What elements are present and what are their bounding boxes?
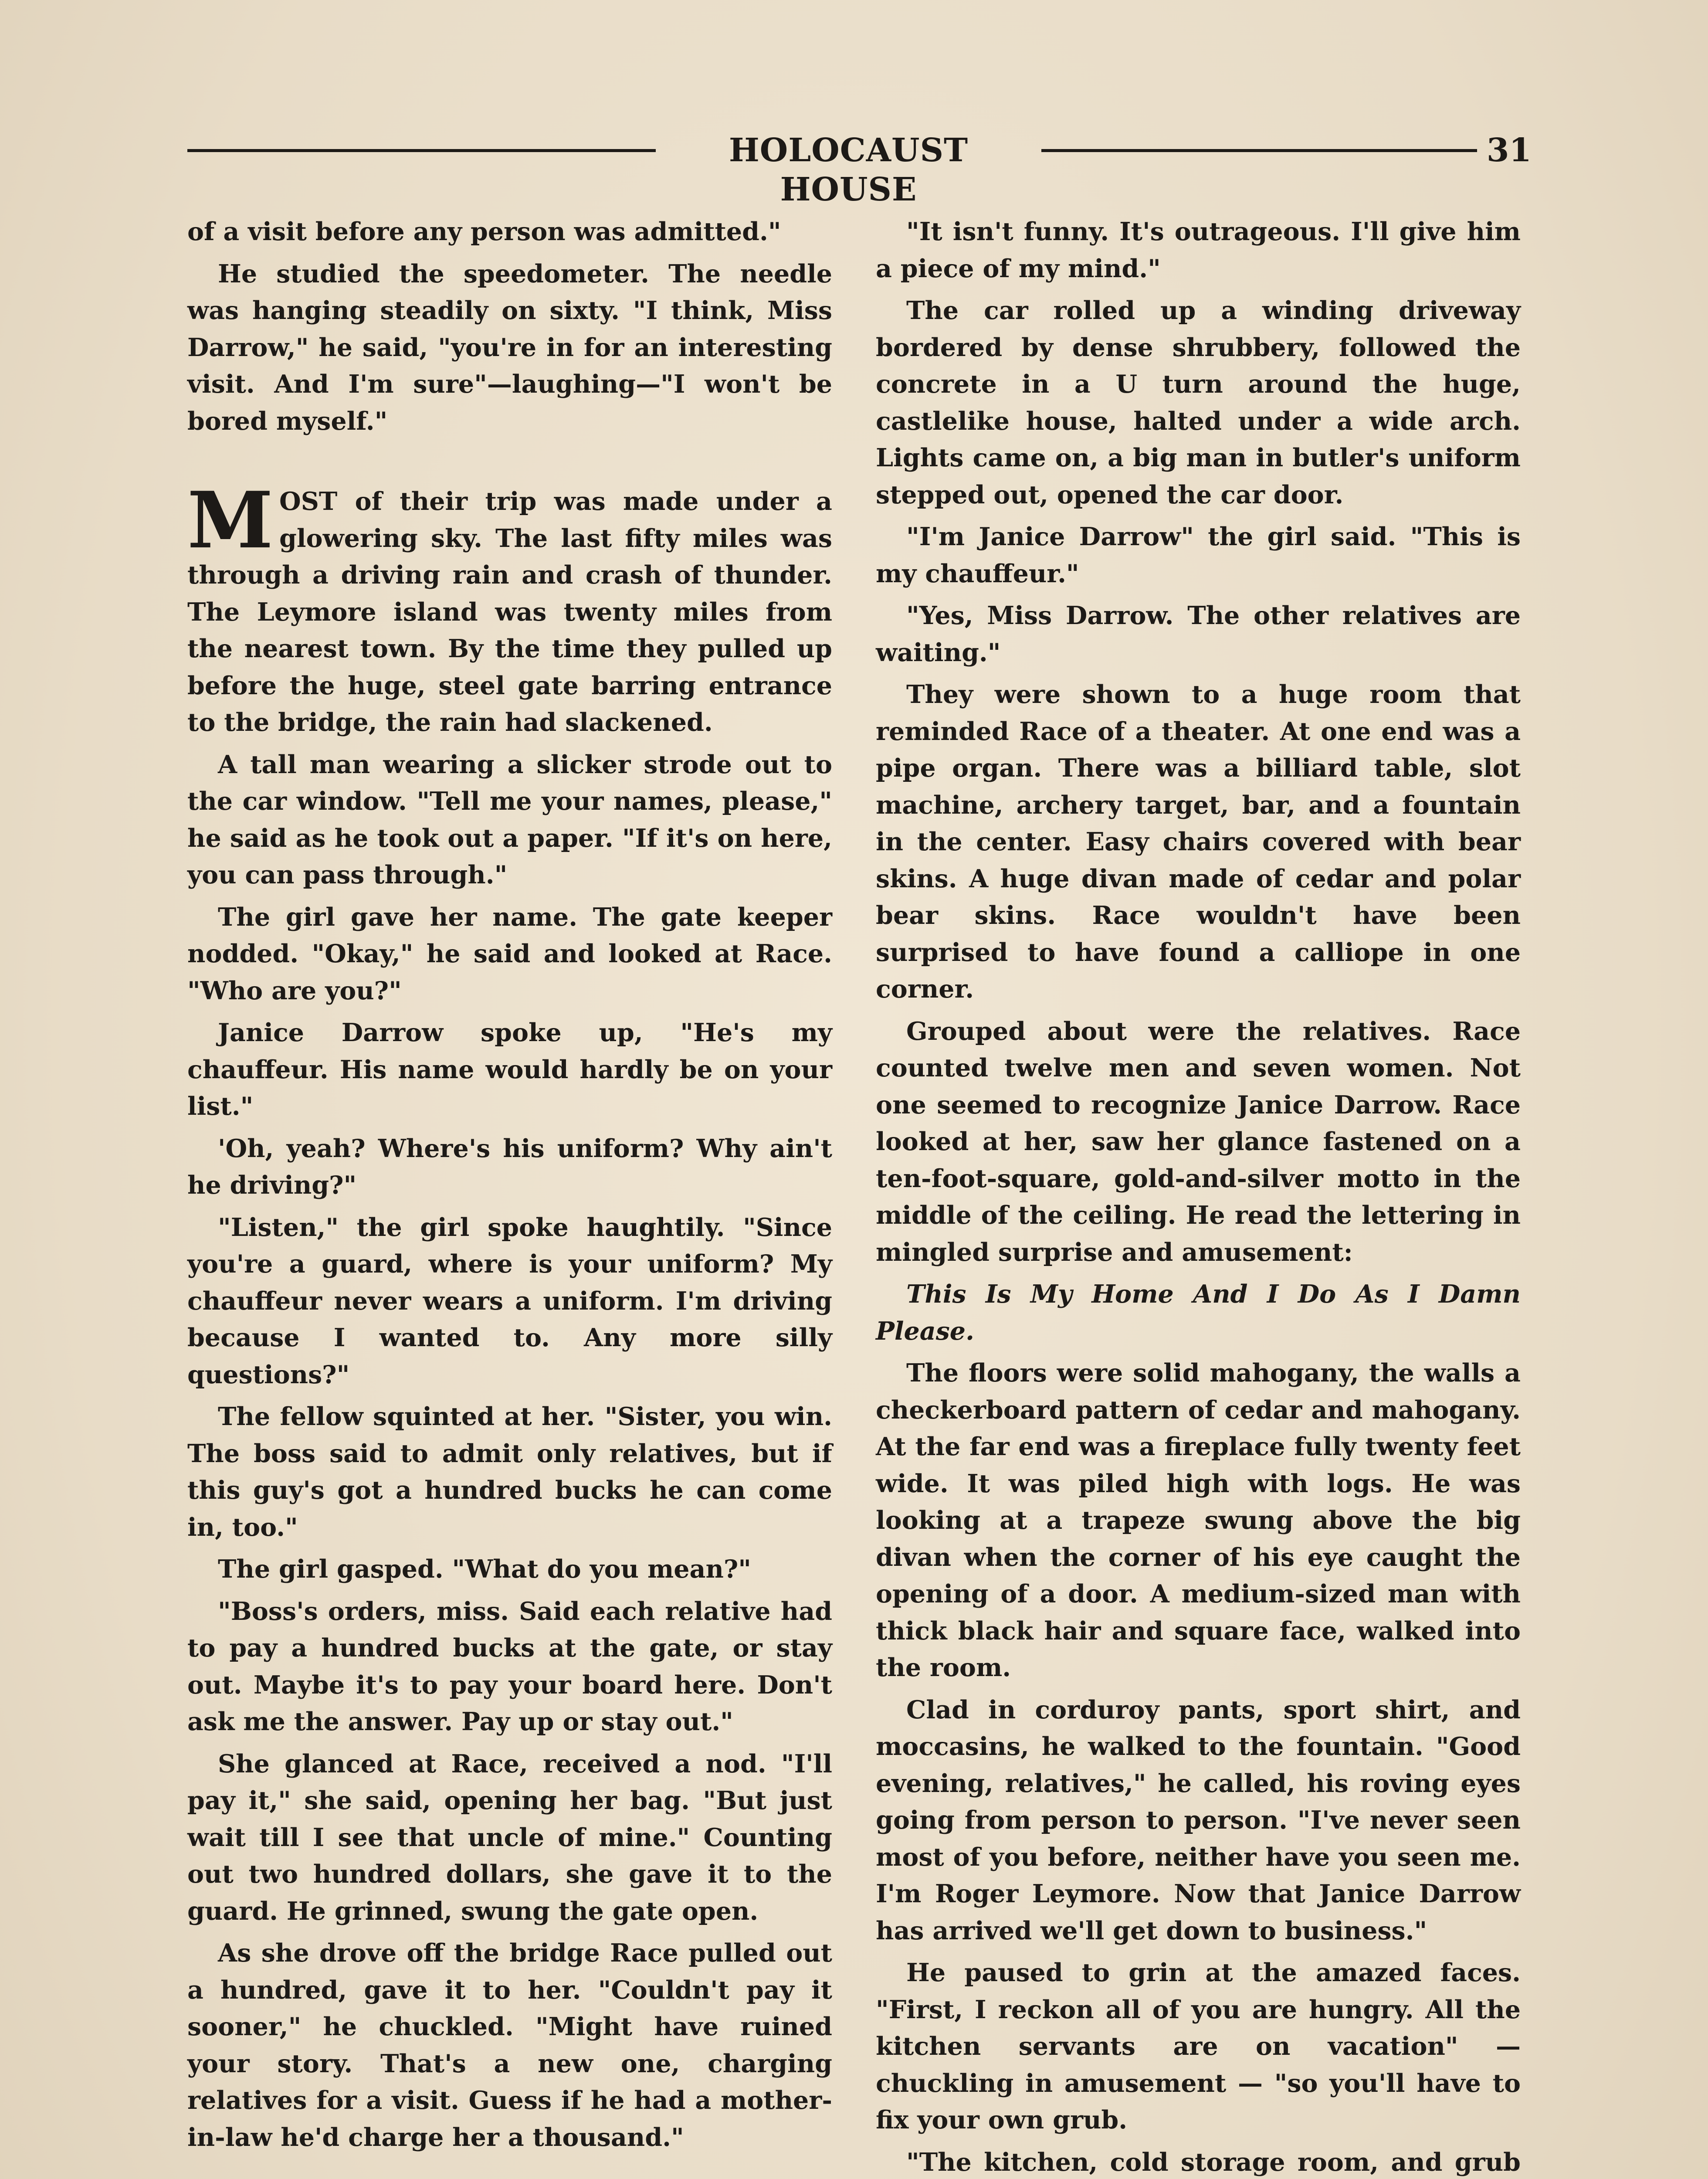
paragraph: "It isn't funny. It's outrageous. I'll give him a piece of my mind.": [876, 217, 1521, 283]
paragraph: He studied the speedometer. The needle was hanging steadily on sixty. "I think, Miss Darrow," he said, "you're in for an interesting visit. And I'm sure"—laughing—"I won't be bored myself.": [187, 259, 832, 436]
paragraph: He paused to grin at the amazed faces. "First, I reckon all of you are hungry. All the kitchen servants are on vacation" — chuckling in amusement — "so you'll have to fix your own grub.: [876, 1958, 1521, 2135]
section-opening-text: OST of their trip was made under a glowering sky. The last fifty miles was through a driving rain and crash of thunder. The Leymore island was twenty miles from the nearest town. By the time they pulled up before the huge, steel gate barring entrance to the bridge, the rain had slackened.: [187, 487, 832, 737]
paragraph: The car rolled up a winding driveway bordered by dense shrubbery, followed the concrete in a U turn around the huge, castlelike house, halted under a wide arch. Lights came on, a big man in butler's uniform stepped out, opened the car door.: [876, 296, 1521, 509]
paragraph: 'Oh, yeah? Where's his uniform? Why ain't he driving?": [187, 1134, 832, 1200]
paragraph: "Listen," the girl spoke haughtily. "Since you're a guard, where is your uniform? My chauffeur never wears a uniform. I'm driving because I wanted to. Any more silly questions?": [187, 1212, 832, 1389]
paragraph: A tall man wearing a slicker strode out to the car window. "Tell me your names, please," he said as he took out a paper. "If it's on here, you can pass through.": [187, 750, 832, 889]
paragraph: Janice Darrow spoke up, "He's my chauffeur. His name would hardly be on your list.": [187, 1018, 832, 1121]
paragraph: They were shown to a huge room that reminded Race of a theater. At one end was a pipe organ. There was a billiard table, slot machine, archery target, bar, and a fountain in the center. Easy chairs covered with bear skins. A huge divan made of cedar and polar bear skins. Race wouldn't have been surprised to have found a calliope in one corner.: [876, 680, 1521, 1004]
paragraph: "Boss's orders, miss. Said each relative had to pay a hundred bucks at the gate, or stay out. Maybe it's to pay your board here. Don't ask me the answer. Pay up or stay out.": [187, 1596, 832, 1736]
paragraph: She glanced at Race, received a nod. "I'll pay it," she said, opening her bag. "But just wait till I see that uncle of mine." Counting out two hundred dollars, she gave it to the guard. He grinned, swung the gate open.: [187, 1749, 832, 1926]
paragraph: The floors were solid mahogany, the walls a checkerboard pattern of cedar and mahogany. At the far end was a fireplace fully twenty feet wide. It was piled high with logs. He was looking at a trapeze swung above the big divan when the corner of his eye caught the opening of a door. A medium-sized man with thick black hair and square face, walked into the room.: [876, 1358, 1521, 1682]
right-column: [876, 214, 1521, 2179]
paragraph: The girl gave her name. The gate keeper nodded. "Okay," he said and looked at Race. "Who are you?": [187, 902, 832, 1005]
section-opening-paragraph: [187, 475, 832, 741]
page-number: 31: [1487, 132, 1532, 169]
header-rule-right: [1041, 149, 1477, 152]
motto-text: This Is My Home And I Do As I Damn Please.: [876, 1280, 1521, 1346]
paragraph: "The kitchen, cold storage room, and grub: [906, 2147, 1521, 2177]
paragraph: of a visit before any person was admitted.": [187, 217, 781, 246]
paragraph: The girl gasped. "What do you mean?": [218, 1554, 751, 1584]
paragraph: As she drove off the bridge Race pulled out a hundred, gave it to her. "Couldn't pay it sooner," he chuckled. "Might have ruined your story. That's a new one, charging relatives for a visit. Guess if he had a mother-in-law he'd charge her a thousand.": [187, 1938, 832, 2152]
drop-cap: M: [187, 475, 274, 566]
paragraph: "Yes, Miss Darrow. The other relatives are waiting.": [876, 601, 1521, 667]
paragraph: Grouped about were the relatives. Race counted twelve men and seven women. Not one seemed to recognize Janice Darrow. Race looked at her, saw her glance fastened on a ten-foot-square, gold-and-silver motto in the middle of the ceiling. He read the lettering in mingled surprise and amusement:: [876, 1016, 1521, 1267]
running-head: [187, 131, 1532, 208]
paragraph: "I'm Janice Darrow" the girl said. "This is my chauffeur.": [876, 522, 1521, 588]
header-rule-left: [187, 149, 656, 152]
paragraph: The fellow squinted at her. "Sister, you win. The boss said to admit only relatives, but if this guy's got a hundred bucks he can come in, too.": [187, 1402, 832, 1542]
paragraph: Clad in corduroy pants, sport shirt, and moccasins, he walked to the fountain. "Good evening, relatives," he called, his roving eyes going from person to person. "I've never seen most of you before, neither have you seen me. I'm Roger Leymore. Now that Janice Darrow has arrived we'll get down to business.": [876, 1695, 1521, 1945]
left-column: [187, 214, 832, 2161]
running-head-title: HOLOCAUST HOUSE: [729, 132, 969, 208]
